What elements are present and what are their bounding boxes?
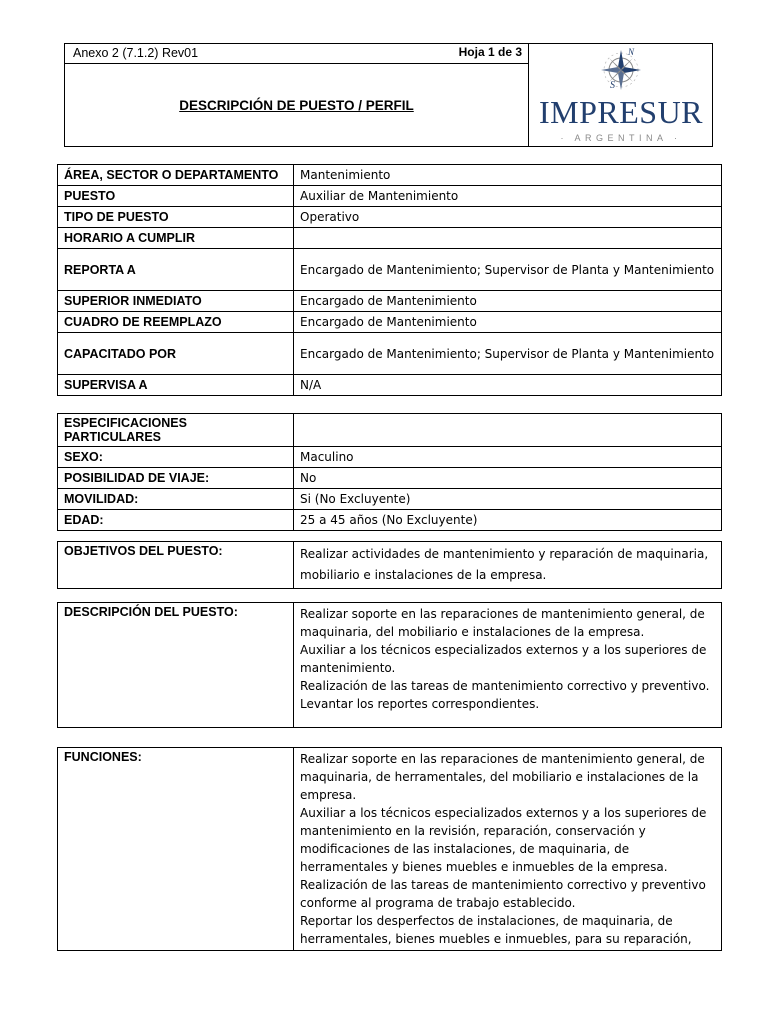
row-value: N/A xyxy=(294,375,722,396)
table-row xyxy=(58,447,722,468)
row-value: No xyxy=(294,468,722,489)
row-label: EDAD: xyxy=(58,510,294,531)
description-line: Realización de las tareas de mantenimiento correctivo y preventivo. xyxy=(300,679,710,693)
description-line: Auxiliar a los técnicos especializados externos y a los superiores de mantenimiento. xyxy=(300,643,707,675)
row-label: ÁREA, SECTOR O DEPARTAMENTO xyxy=(58,165,294,186)
row-label: HORARIO A CUMPLIR xyxy=(58,228,294,249)
page-number: Hoja 1 de 3 xyxy=(458,45,522,59)
table-row xyxy=(58,228,722,249)
table-row xyxy=(58,249,722,291)
row-label: POSIBILIDAD DE VIAJE: xyxy=(58,468,294,489)
table-row xyxy=(58,489,722,510)
description-line: Realizar soporte en las reparaciones de mantenimiento general, de maquinaria, del mobiliario e instalaciones de la empresa. xyxy=(300,607,705,639)
logo-wordmark: IMPRESUR xyxy=(538,94,704,130)
functions-line: Auxiliar a los técnicos especializados externos y a los superiores de mantenimiento en la revisión, reparación, conservación y modificaciones de las instalaciones, de maquinaria, de herramentales y bienes muebles e inmuebles de la empresa. xyxy=(300,806,707,874)
table-row xyxy=(58,542,722,589)
row-value: Si (No Excluyente) xyxy=(294,489,722,510)
functions-label: FUNCIONES: xyxy=(58,748,294,951)
row-label: SUPERIOR INMEDIATO xyxy=(58,291,294,312)
logo-subtitle: · ARGENTINA · xyxy=(560,133,682,143)
table-row xyxy=(58,165,722,186)
row-label: CAPACITADO POR xyxy=(58,333,294,375)
row-value: Encargado de Mantenimiento; Supervisor de Planta y Mantenimiento xyxy=(294,249,722,291)
table-row xyxy=(58,186,722,207)
row-value: Mantenimiento xyxy=(294,165,722,186)
description-content xyxy=(294,603,722,728)
row-value: Operativo xyxy=(294,207,722,228)
compass-north-letter: N xyxy=(628,47,635,57)
functions-line: Realización de las tareas de mantenimiento correctivo y preventivo conforme al programa de trabajo establecido. xyxy=(300,878,706,910)
row-value xyxy=(294,228,722,249)
row-label: MOVILIDAD: xyxy=(58,489,294,510)
table-row xyxy=(58,748,722,951)
description-label: DESCRIPCIÓN DEL PUESTO: xyxy=(58,603,294,728)
functions-line: Reportar los desperfectos de instalaciones, de maquinaria, de herramentales, bienes muebles e inmuebles, para su reparación, xyxy=(300,914,692,946)
row-value: Maculino xyxy=(294,447,722,468)
row-value: 25 a 45 años (No Excluyente) xyxy=(294,510,722,531)
table-row xyxy=(58,468,722,489)
table-row xyxy=(58,207,722,228)
row-label: PUESTO xyxy=(58,186,294,207)
table-row xyxy=(58,333,722,375)
row-value: Encargado de Mantenimiento xyxy=(294,312,722,333)
table-row xyxy=(58,312,722,333)
row-label: ESPECIFICACIONES PARTICULARES xyxy=(58,414,294,447)
table-row xyxy=(58,375,722,396)
table-row xyxy=(58,510,722,531)
compass-south-letter: S xyxy=(610,80,615,91)
table-row xyxy=(58,414,722,447)
functions-line: Realizar soporte en las reparaciones de mantenimiento general, de maquinaria, de herramentales, del mobiliario e instalaciones de la empresa. xyxy=(300,752,705,802)
row-value: Auxiliar de Mantenimiento xyxy=(294,186,722,207)
objectives-label: OBJETIVOS DEL PUESTO: xyxy=(58,542,294,589)
row-value xyxy=(294,414,722,447)
row-value: Encargado de Mantenimiento xyxy=(294,291,722,312)
row-label: CUADRO DE REEMPLAZO xyxy=(58,312,294,333)
objectives-text: Realizar actividades de mantenimiento y reparación de maquinaria, mobiliario e instalaciones de la empresa. xyxy=(294,542,722,589)
functions-table xyxy=(57,747,722,951)
row-value: Encargado de Mantenimiento; Supervisor de Planta y Mantenimiento xyxy=(294,333,722,375)
document-header xyxy=(64,43,529,147)
header-info-row xyxy=(65,44,528,64)
row-label: TIPO DE PUESTO xyxy=(58,207,294,228)
particular-specs-table xyxy=(57,413,722,531)
row-label: REPORTA A xyxy=(58,249,294,291)
objectives-table xyxy=(57,541,722,589)
job-description-table xyxy=(57,602,722,728)
table-row xyxy=(58,291,722,312)
row-label: SUPERVISA A xyxy=(58,375,294,396)
document-title: DESCRIPCIÓN DE PUESTO / PERFIL xyxy=(179,98,414,113)
company-logo xyxy=(529,43,713,147)
functions-content xyxy=(294,748,722,951)
general-info-table xyxy=(57,164,722,396)
description-line: Levantar los reportes correspondientes. xyxy=(300,697,540,711)
table-row xyxy=(58,603,722,728)
row-label: SEXO: xyxy=(58,447,294,468)
annex-code: Anexo 2 (7.1.2) Rev01 xyxy=(73,46,199,60)
